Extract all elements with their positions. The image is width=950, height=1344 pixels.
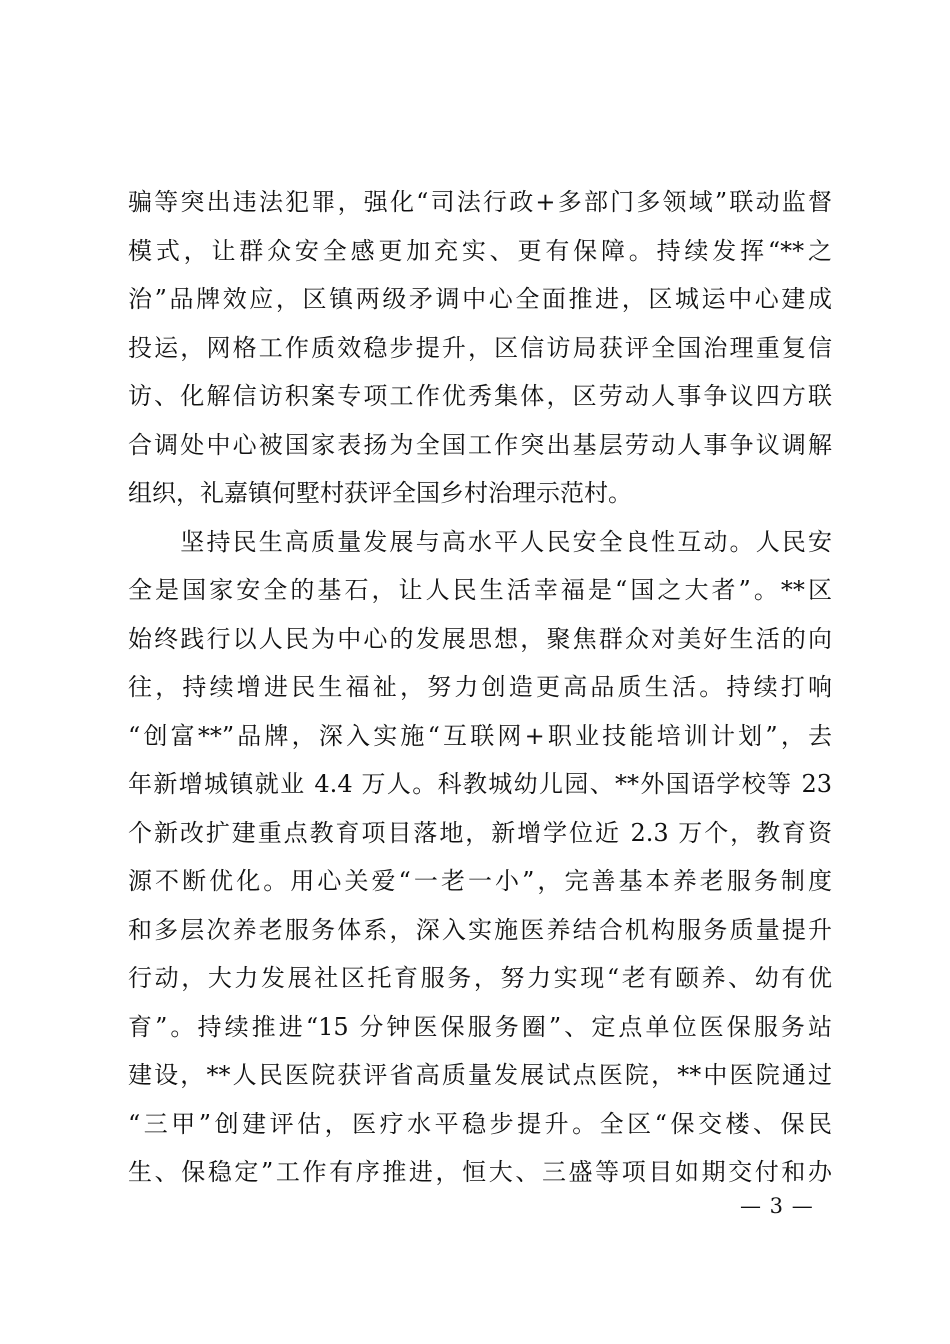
text-line: 建设，**人民医院获评省高质量发展试点医院，**中医院通过 bbox=[128, 1061, 832, 1089]
text-line: 个新改扩建重点教育项目落地，新增学位近 2.3 万个，教育资 bbox=[128, 818, 832, 847]
text-line: 育”。持续推进“15 分钟医保服务圈”、定点单位医保服务站 bbox=[128, 1012, 832, 1041]
text-line: “创富**”品牌，深入实施“互联网+职业技能培训计划”，去 bbox=[128, 721, 832, 750]
text-line: 全是国家安全的基石，让人民生活幸福是“国之大者”。**区 bbox=[128, 576, 832, 604]
text-line: 访、化解信访积案专项工作优秀集体，区劳动人事争议四方联 bbox=[128, 382, 832, 410]
body-text bbox=[128, 178, 832, 1197]
text-line: 合调处中心被国家表扬为全国工作突出基层劳动人事争议调解 bbox=[128, 430, 832, 459]
text-line: 模式，让群众安全感更加充实、更有保障。持续发挥“**之 bbox=[128, 236, 832, 265]
text-line: 组织，礼嘉镇何墅村获评全国乡村治理示范村。 bbox=[128, 479, 632, 507]
paragraph-2 bbox=[128, 518, 832, 1197]
text-line: 源不断优化。用心关爱“一老一小”，完善基本养老服务制度 bbox=[128, 867, 832, 895]
text-line: 始终践行以人民为中心的发展思想，聚焦群众对美好生活的向 bbox=[128, 624, 832, 653]
text-line: 和多层次养老服务体系，深入实施医养结合机构服务质量提升 bbox=[128, 915, 832, 944]
text-line: 行动，大力发展社区托育服务，努力实现“老有颐养、幼有优 bbox=[128, 964, 832, 992]
text-line: 年新增城镇就业 4.4 万人。科教城幼儿园、**外国语学校等 23 bbox=[128, 770, 832, 798]
text-line: 骗等突出违法犯罪，强化“司法行政+多部门多领域”联动监督 bbox=[128, 188, 832, 216]
text-line: 坚持民生高质量发展与高水平人民安全良性互动。人民安 bbox=[128, 527, 832, 556]
text-line: 投运，网格工作质效稳步提升，区信访局获评全国治理重复信 bbox=[128, 333, 832, 362]
text-line: 往，持续增进民生福祉，努力创造更高品质生活。持续打响 bbox=[128, 673, 832, 701]
text-line: “三甲”创建评估，医疗水平稳步提升。全区“保交楼、保民 bbox=[128, 1109, 832, 1138]
page-number: — 3 — bbox=[740, 1194, 814, 1218]
text-line: 生、保稳定”工作有序推进，恒大、三盛等项目如期交付和办 bbox=[128, 1158, 832, 1186]
text-line: 治”品牌效应，区镇两级矛调中心全面推进，区城运中心建成 bbox=[128, 285, 832, 313]
paragraph-1 bbox=[128, 178, 832, 518]
